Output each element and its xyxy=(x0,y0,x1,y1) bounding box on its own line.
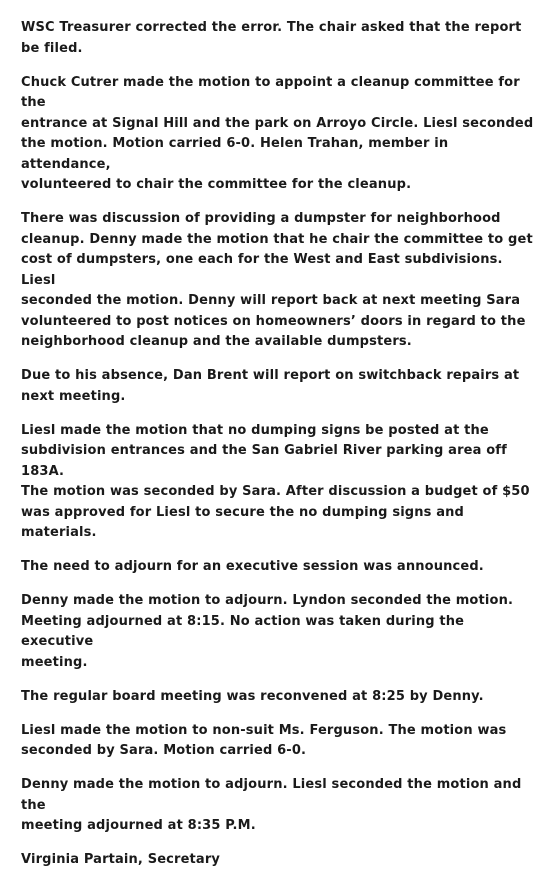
paragraph-no-dumping-signs: Liesl made the motion that no dumping signs be posted at the subdivision entrances and the San Gabriel River parking area off 183A. The motion was seconded by Sara. After discussion a budget of $50 was approved for Liesl to secure the no dumping signs and materials. xyxy=(21,422,530,540)
paragraph-non-suit-motion: Liesl made the motion to non-suit Ms. Ferguson. The motion was seconded by Sara. Motion carried 6-0. xyxy=(21,722,507,758)
paragraph-cleanup-committee: Chuck Cutrer made the motion to appoint a cleanup committee for the entrance at Signal Hill and the park on Arroyo Circle. Liesl seconded the motion. Motion carried 6-0. Helen Trahan, member in attendance, volunteered to chair the committee for the cleanup. xyxy=(21,74,534,192)
secretary-signature-line: Virginia Partain, Secretary xyxy=(21,852,221,867)
paragraph-reconvened: The regular board meeting was reconvened at 8:25 by Denny. xyxy=(21,688,484,704)
paragraph-treasurer-correction: WSC Treasurer corrected the error. The chair asked that the report be filed. xyxy=(21,20,522,56)
paragraph-executive-session: The need to adjourn for an executive session was announced. xyxy=(21,559,484,574)
paragraph-switchback-repairs: Due to his absence, Dan Brent will report on switchback repairs at next meeting. xyxy=(21,368,520,404)
paragraph-first-adjournment: Denny made the motion to adjourn. Lyndon seconded the motion. Meeting adjourned at 8:15. No action was taken during the executive meeting. xyxy=(21,593,514,670)
paragraph-dumpster-discussion: There was discussion of providing a dumpster for neighborhood cleanup. Denny made the motion that he chair the committee to get cost of dumpsters, one each for the West and East subdivisions. Liesl seconded the motion. Denny will report back at next meeting Sara volunteered to post notices on homeowners’ doors in regard to the neighborhood cleanup and the available dumpsters. xyxy=(21,211,533,349)
paragraph-final-adjournment: Denny made the motion to adjourn. Liesl seconded the motion and the meeting adjourned at 8:35 P.M. xyxy=(21,777,522,833)
minutes-document xyxy=(21,18,536,871)
